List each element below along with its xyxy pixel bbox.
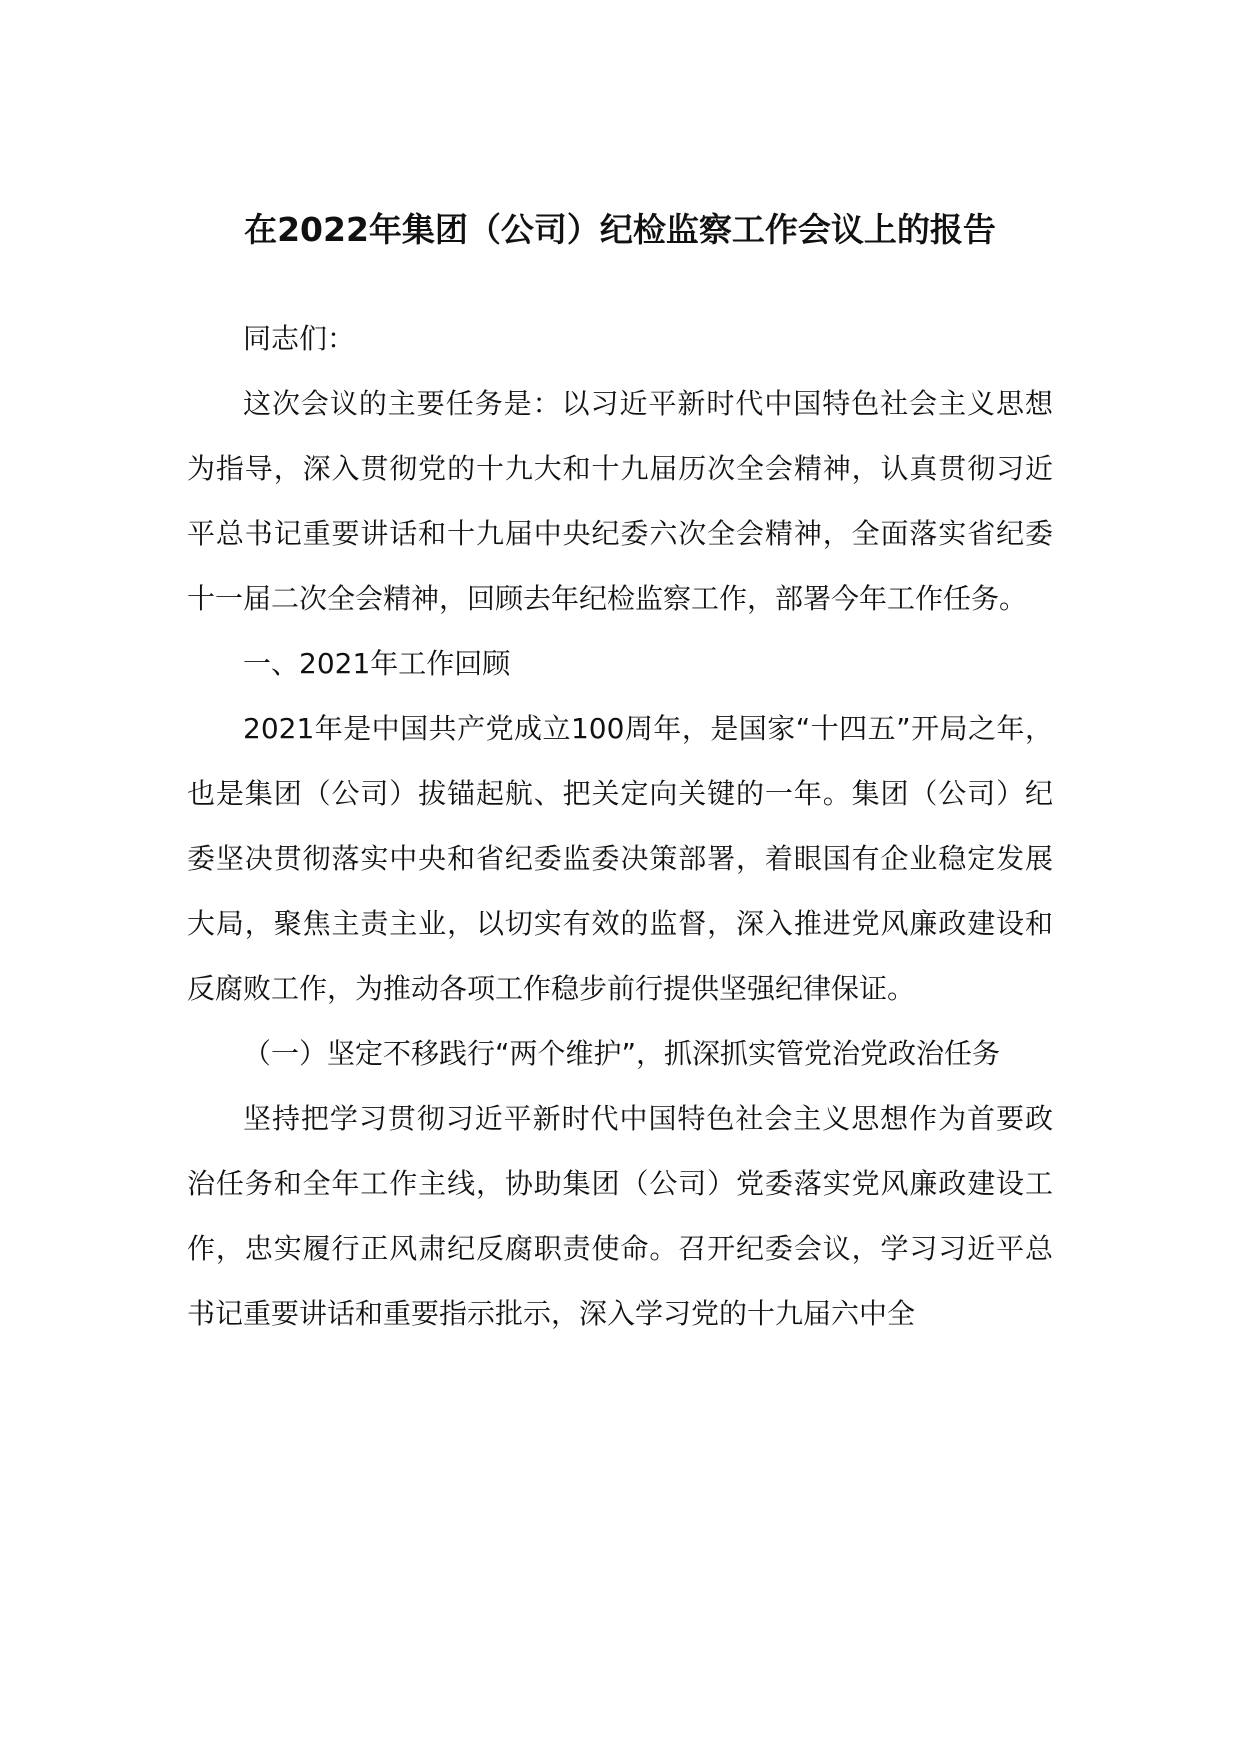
document-title: 在2022年集团（公司）纪检监察工作会议上的报告: [244, 210, 996, 249]
salutation-paragraph: 同志们：: [243, 322, 356, 355]
document-body: [187, 306, 1053, 1346]
review-paragraph: 2021年是中国共产党成立100周年，是国家“十四五”开局之年，也是集团（公司）拔锚起航、把关定向关键的一年。集团（公司）纪委坚决贯彻落实中央和省纪委监委决策部署，着眼国有企业稳定发展大局，聚焦主责主业，以切实有效的监督，深入推进党风廉政建设和反腐败工作，为推动各项工作稳步前行提供坚强纪律保证。: [187, 712, 1053, 1005]
subsection-heading: （一）坚定不移践行“两个维护”，抓深抓实管党治党政治任务: [243, 1037, 1001, 1070]
intro-paragraph: 这次会议的主要任务是：以习近平新时代中国特色社会主义思想为指导，深入贯彻党的十九大和十九届历次全会精神，认真贯彻习近平总书记重要讲话和十九届中央纪委六次全会精神，全面落实省纪委十一届二次全会精神，回顾去年纪检监察工作，部署今年工作任务。: [187, 387, 1053, 615]
section-heading: 一、2021年工作回顾: [243, 647, 511, 680]
body-paragraph: 坚持把学习贯彻习近平新时代中国特色社会主义思想作为首要政治任务和全年工作主线，协助集团（公司）党委落实党风廉政建设工作，忠实履行正风肃纪反腐职责使命。召开纪委会议，学习习近平总书记重要讲话和重要指示批示，深入学习党的十九届六中全: [187, 1102, 1053, 1330]
